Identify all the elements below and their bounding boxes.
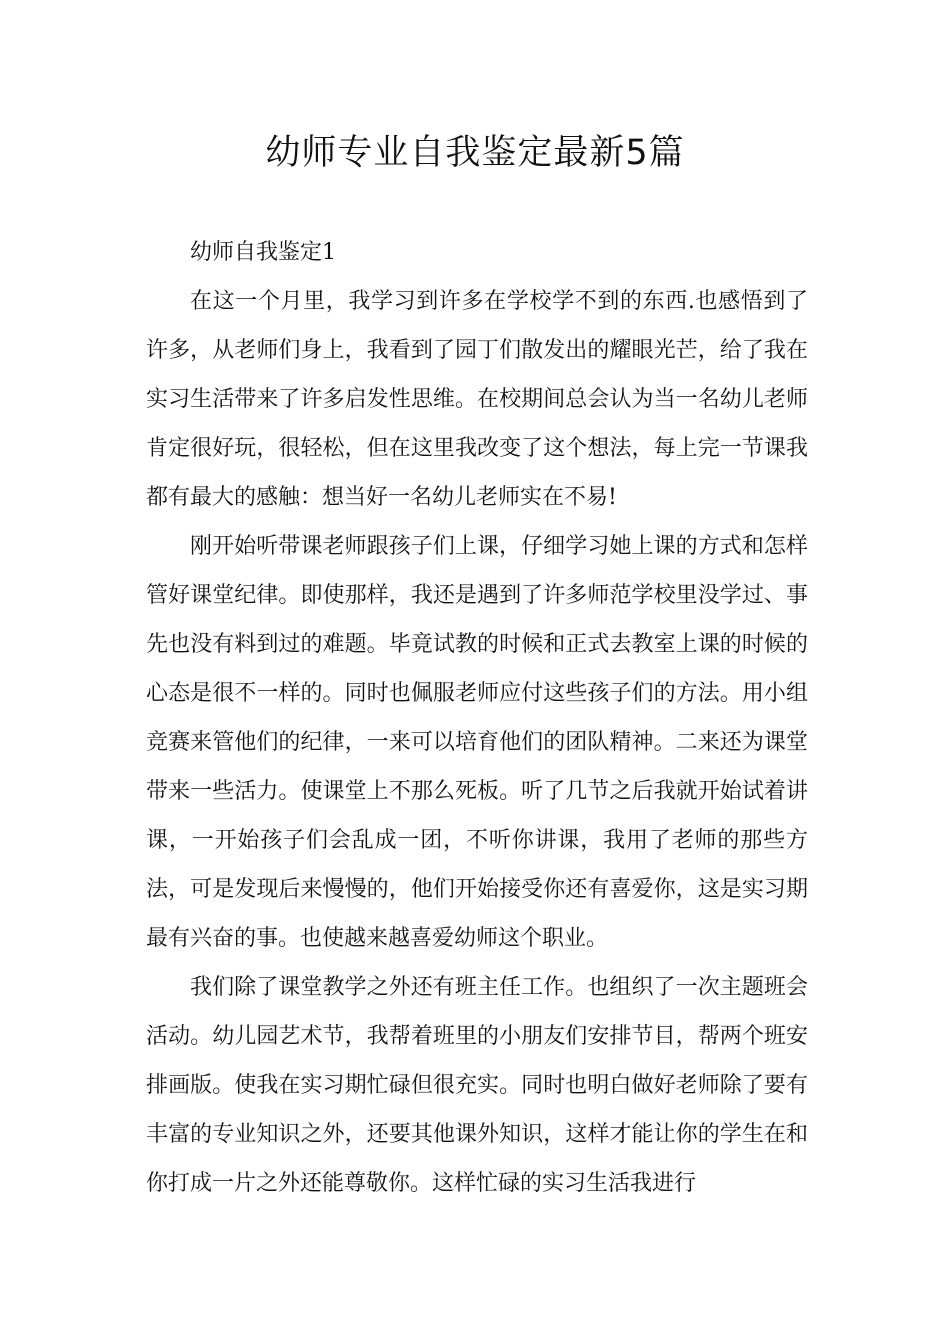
section-heading: 幼师自我鉴定1 <box>190 240 336 265</box>
paragraph-3: 我们除了课堂教学之外还有班主任工作。也组织了一次主题班会活动。幼儿园艺术节，我帮着班里的小朋友们安排节目，帮两个班安排画版。使我在实习期忙碌但很充实。同时也明白做好老师除了要有丰富的专业知识之外，还要其他课外知识，这样才能让你的学生在和你打成一片之外还能尊敬你。这样忙碌的实习生活我进行 <box>146 975 808 1196</box>
paragraph-1: 在这一个月里，我学习到许多在学校学不到的东西.也感悟到了许多，从老师们身上，我看到了园丁们散发出的耀眼光芒，给了我在实习生活带来了许多启发性思维。在校期间总会认为当一名幼儿老师肯定很好玩，很轻松，但在这里我改变了这个想法，每上完一节课我都有最大的感触：想当好一名幼儿老师实在不易! <box>146 289 808 510</box>
document-body <box>146 228 808 1208</box>
document-title: 幼师专业自我鉴定最新5篇 <box>265 133 685 173</box>
paragraph-2: 刚开始听带课老师跟孩子们上课，仔细学习她上课的方式和怎样管好课堂纪律。即使那样，我还是遇到了许多师范学校里没学过、事先也没有料到过的难题。毕竟试教的时候和正式去教室上课的时候的心态是很不一样的。同时也佩服老师应付这些孩子们的方法。用小组竞赛来管他们的纪律，一来可以培育他们的团队精神。二来还为课堂带来一些活力。使课堂上不那么死板。听了几节之后我就开始试着讲课，一开始孩子们会乱成一团，不听你讲课，我用了老师的那些方法，可是发现后来慢慢的，他们开始接受你还有喜爱你，这是实习期最有兴奋的事。也使越来越喜爱幼师这个职业。 <box>146 534 808 951</box>
